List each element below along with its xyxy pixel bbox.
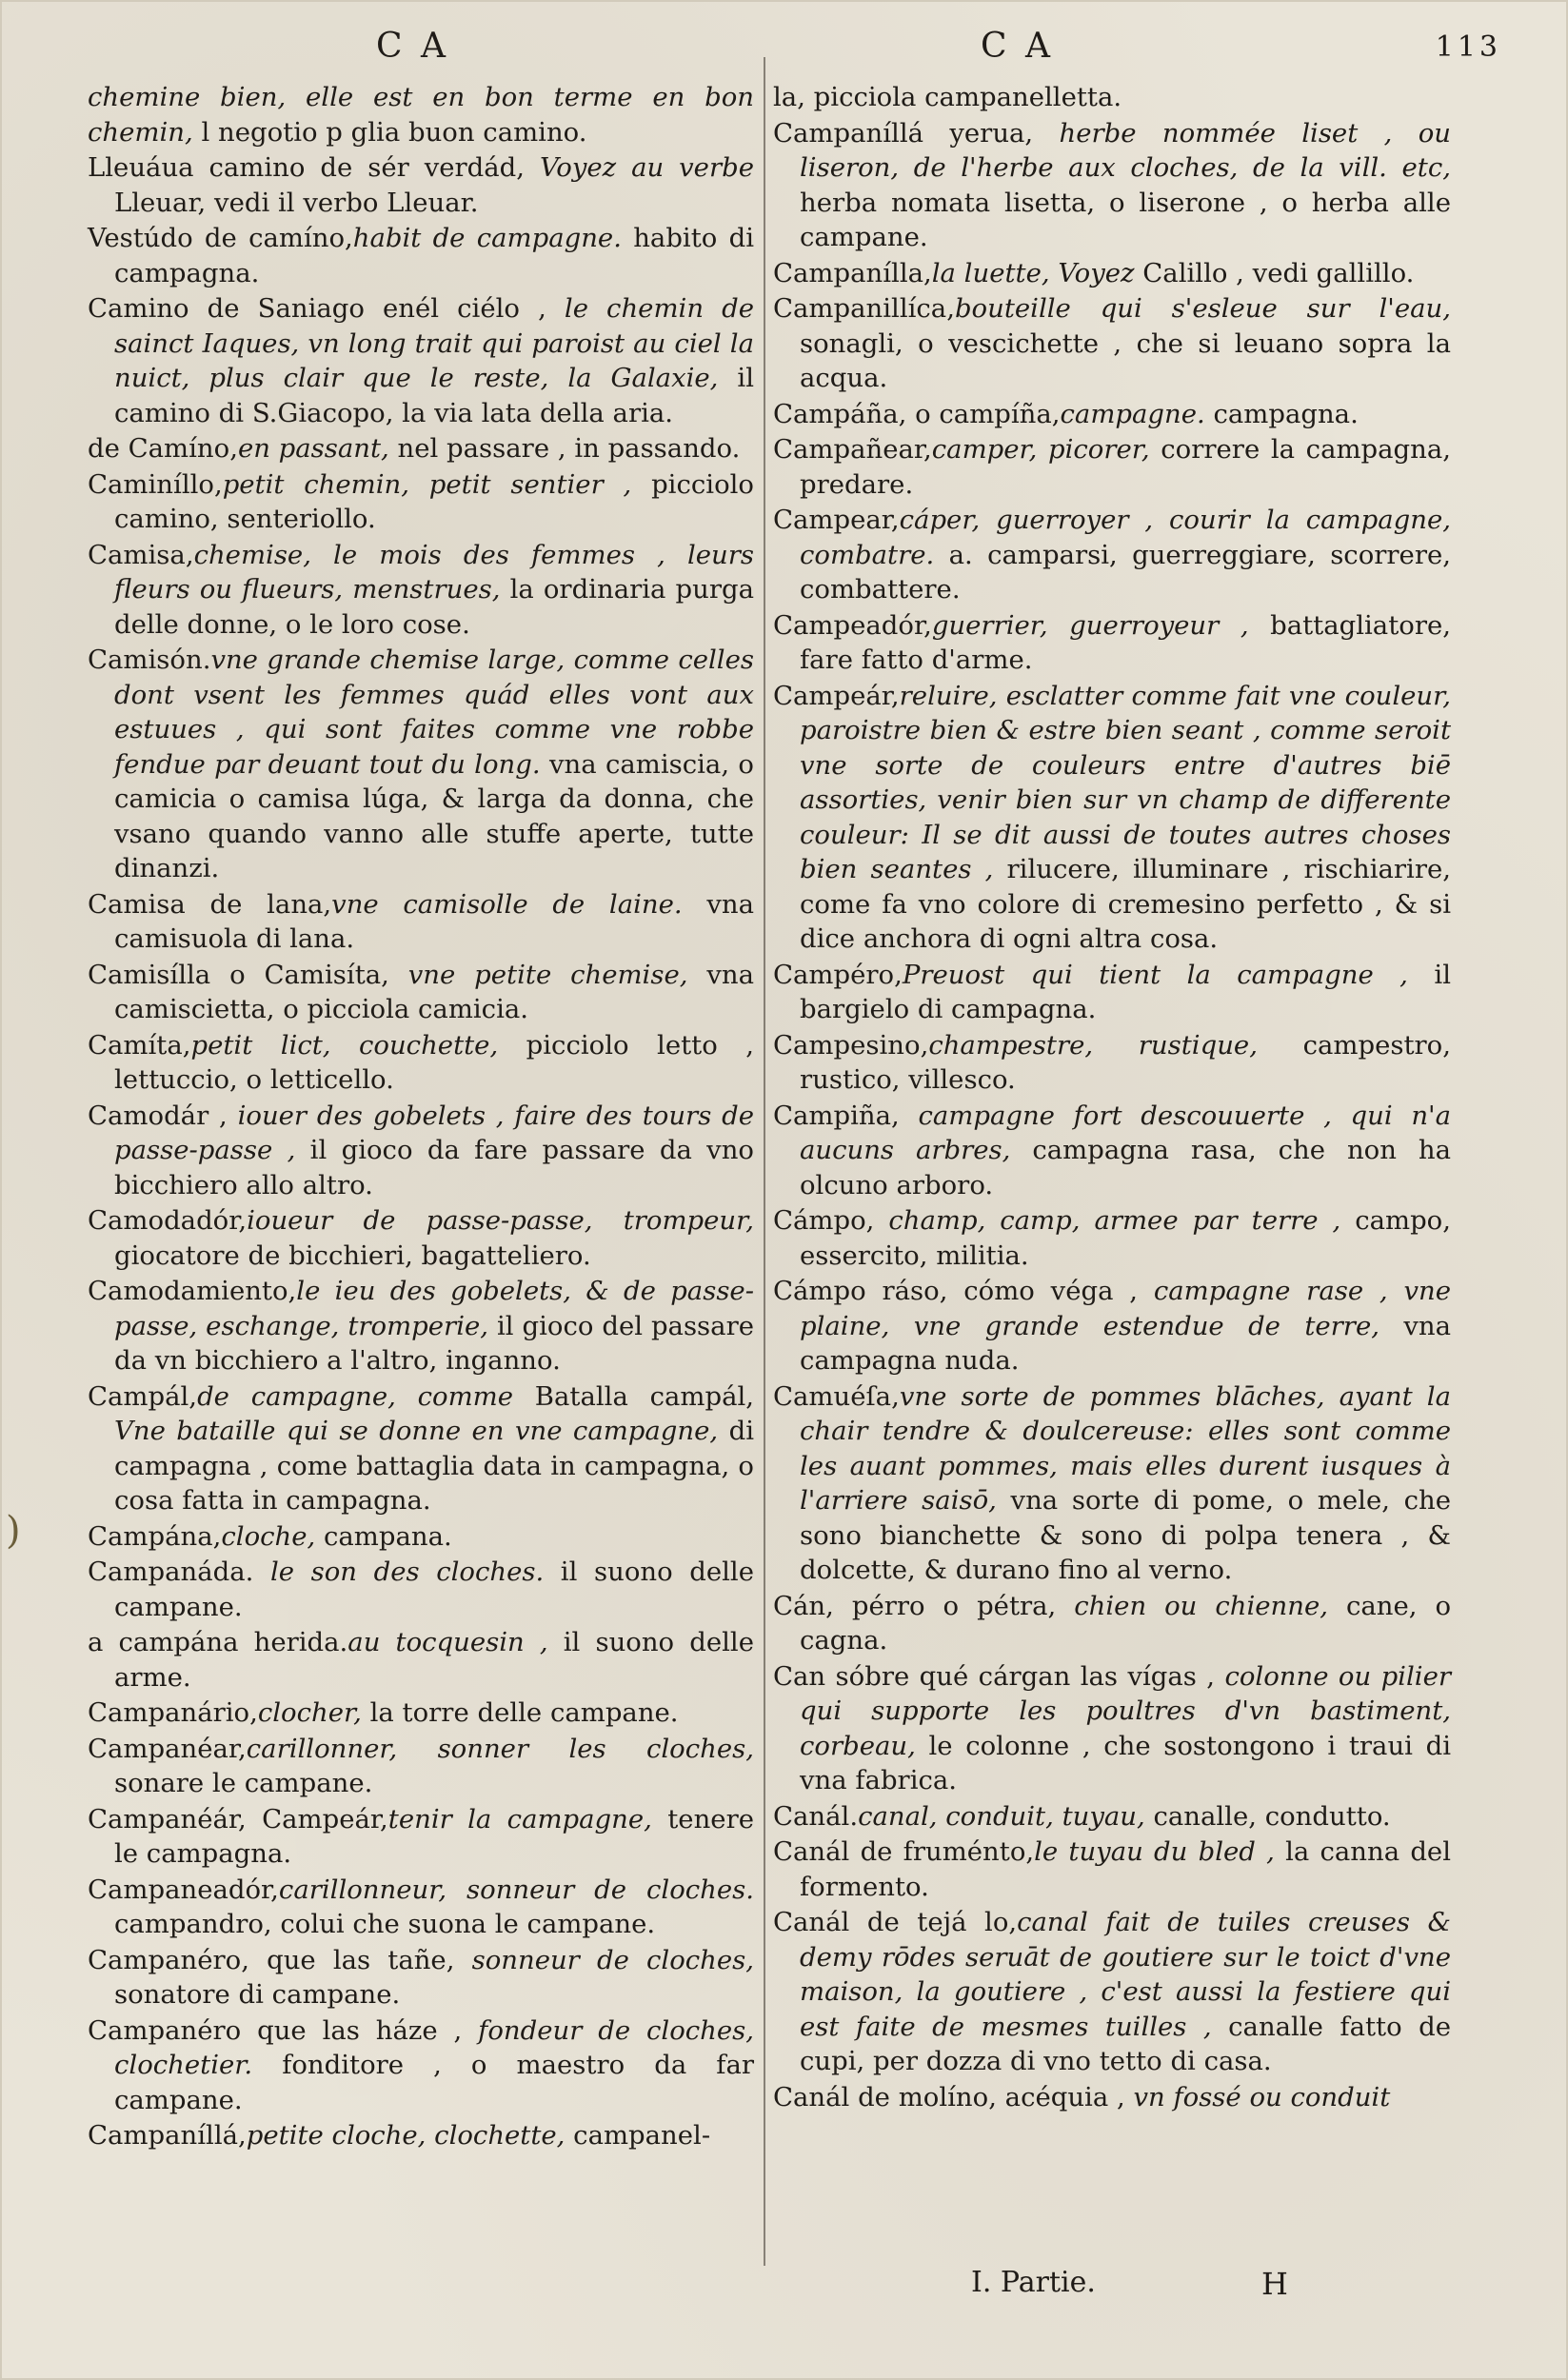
french-gloss: cloche, <box>221 1520 316 1552</box>
italian-gloss: il bargielo di campagna. <box>800 959 1451 1024</box>
dictionary-entry <box>88 958 754 1027</box>
italian-gloss: sonatore di campane. <box>114 1979 401 2010</box>
italian-gloss: sonagli, o vescichette , che si leuano sopra la acqua. <box>800 327 1451 393</box>
french-gloss: chemise, le mois des femmes , leurs fleurs ou flueurs, menstrues, <box>114 539 754 605</box>
dictionary-entry <box>773 291 1451 396</box>
italian-gloss: la torre delle campane. <box>361 1697 679 1728</box>
italian-gloss: l negotio p glia buon camino. <box>192 116 587 148</box>
french-gloss: Preuost qui tient la campagne , <box>902 959 1408 990</box>
running-head-left: C A <box>376 27 449 66</box>
italian-gloss: il gioco del passare da vn bicchiero a l'altro, inganno. <box>114 1310 754 1376</box>
italian-gloss: vna camiscietta, o picciola camicia. <box>114 959 754 1024</box>
french-gloss: clocher, <box>257 1697 362 1728</box>
entry-headword: Canál de tejá lo, <box>773 1907 1018 1937</box>
dictionary-entry <box>88 1379 754 1518</box>
french-gloss: camper, picorer, <box>931 434 1150 465</box>
french-gloss: sonneur de cloches, <box>454 1944 754 1975</box>
entry-headword: Camodár , <box>88 1100 228 1131</box>
french-gloss: fondeur de cloches, clochetier. <box>114 2014 755 2080</box>
italian-gloss: rilucere, illuminare , rischiarire, come fa vno colore di cremesino perfetto , & si dice anchora di ogni altra cosa. <box>800 854 1451 954</box>
left-column <box>88 80 754 2228</box>
italian-gloss: Calillo , vedi gallillo. <box>1134 257 1415 288</box>
entry-headword: Camisón. <box>88 645 211 675</box>
french-gloss: en passant, <box>237 433 389 464</box>
entry-headword: Campanéro, que las tañe, <box>88 1944 455 1975</box>
entry-headword: Camisa, <box>88 539 194 570</box>
running-head-right: C A <box>981 27 1054 66</box>
french-gloss: champ, camp, armee par terre , <box>874 1205 1341 1236</box>
dictionary-entry <box>773 958 1451 1027</box>
entry-headword: Campanéar, <box>88 1733 247 1764</box>
french-gloss: tenir la campagne, <box>387 1803 652 1835</box>
dictionary-entry <box>88 1203 754 1273</box>
entry-headword: Campear, <box>773 505 900 535</box>
dictionary-entry <box>88 1625 754 1695</box>
entry-headword: Campanillíca, <box>773 293 955 324</box>
entry-headword: de Camíno, <box>88 433 238 464</box>
entry-headword: Camuéſa, <box>773 1380 900 1412</box>
italian-gloss: vna campagna nuda. <box>800 1310 1451 1376</box>
italian-gloss: herba nomata lisetta, o liserone , o herba alle campane. <box>800 187 1451 252</box>
french-gloss: vn fossé ou conduit <box>1124 2081 1391 2112</box>
entry-headword: Camisílla o Camisíta, <box>88 959 389 990</box>
french-gloss: petit lict, couchette, <box>190 1029 499 1061</box>
italian-gloss: fonditore , o maestro da far campane. <box>114 2050 754 2115</box>
italian-gloss: campagna. <box>1204 398 1359 429</box>
entry-headword: Lleuáua camino de sér verdád, <box>88 152 525 183</box>
dictionary-entry <box>88 1943 754 2013</box>
french-gloss: carillonner, sonner les cloches, <box>246 1733 754 1764</box>
french-gloss: le tuyau du bled , <box>1034 1836 1275 1867</box>
italian-gloss: giocatore de bicchieri, bagatteliero. <box>114 1240 591 1271</box>
dictionary-entry <box>88 221 754 290</box>
entry-headword: Canál. <box>773 1800 859 1832</box>
french-gloss: carillonneur, sonneur de cloches. <box>278 1874 754 1905</box>
running-head <box>0 27 1568 72</box>
dictionary-entry <box>88 1099 754 1203</box>
entry-headword: Canál de fruménto, <box>773 1836 1035 1867</box>
dictionary-entry <box>773 80 1451 115</box>
french-gloss: canal fait de tuiles creuses & demy rōdes seruāt de goutiere sur le toict d'vne maison, la goutiere , c'est aussi la festiere qui est faite de mesmes tuilles , <box>800 1907 1451 2042</box>
italian-gloss: correre la campagna, predare. <box>800 434 1451 500</box>
dictionary-entry <box>773 1028 1451 1098</box>
italian-gloss: di campagna , come battaglia data in campagna, o cosa fatta in campagna. <box>114 1416 754 1516</box>
french-gloss: vne petite chemise, <box>388 959 688 990</box>
dictionary-entry <box>88 643 754 886</box>
entry-headword: Cámpo ráso, cómo véga , <box>773 1276 1139 1306</box>
french-gloss: petit chemin, petit sentier , <box>222 468 632 500</box>
dictionary-entry <box>88 1802 754 1872</box>
dictionary-entry <box>88 887 754 957</box>
italian-gloss: le colonne , che sostongono i traui di vna fabrica. <box>800 1730 1451 1795</box>
entry-headword: Campiña, <box>773 1100 900 1131</box>
dictionary-entry <box>773 116 1451 255</box>
french-gloss: au tocquesin , <box>347 1627 548 1657</box>
dictionary-entry <box>88 1028 754 1098</box>
dictionary-entry <box>88 291 754 430</box>
italian-gloss: la ordinaria purga delle donne, o le loro cose. <box>114 574 754 640</box>
dictionary-entry <box>773 432 1451 502</box>
dictionary-entry <box>773 1379 1451 1588</box>
dictionary-entry <box>773 503 1451 607</box>
dictionary-entry <box>88 2118 754 2153</box>
entry-headword: Camino de Saniago enél ciélo , <box>88 293 546 324</box>
column-divider <box>764 57 765 2266</box>
entry-headword: Camíta, <box>88 1029 191 1061</box>
entry-headword: Campál, <box>88 1380 198 1412</box>
italian-gloss: campandro, colui che suona le campane. <box>114 1909 656 1939</box>
dictionary-entry <box>773 2080 1451 2115</box>
dictionary-entry <box>88 1555 754 1624</box>
french-gloss: colonne ou pilier qui supporte les poultres d'vn bastiment, corbeau, <box>800 1660 1451 1761</box>
french-gloss: campagne rase , vne plaine, vne grande estendue de terre, <box>800 1276 1452 1341</box>
dictionary-entry <box>773 1835 1451 1904</box>
french-gloss: la luette, Voyez <box>931 257 1135 288</box>
dictionary-entry <box>773 256 1451 291</box>
french-gloss: canal, conduit, tuyau, <box>858 1800 1145 1832</box>
french-gloss: reluire, esclatter comme fait vne couleur, paroistre bien & estre bien seant , comme seroit vne sorte de couleurs entre d'autres biē assorties, venir bien sur vn champ de differente couleur: Il se dit aussi de toutes autres choses bien seantes , <box>800 680 1451 884</box>
french-gloss: chien ou chienne, <box>1056 1590 1328 1621</box>
entry-headword: Campeadór, <box>773 609 932 641</box>
french-gloss: Vne bataille qui se donne en vne campagne, <box>114 1416 719 1446</box>
italian-gloss: canalle, condutto. <box>1144 1800 1391 1832</box>
italian-gloss: a. camparsi, guerreggiare, scorrere, combattere. <box>800 539 1451 605</box>
french-gloss: campagne. <box>1060 398 1205 429</box>
dictionary-entry <box>773 1659 1451 1798</box>
entry-headword: Camodadór, <box>88 1205 248 1236</box>
french-gloss: le chemin de sainct Iaques, vn long trait qui paroist au ciel la nuict, plus clair que le reste, la Galaxie, <box>114 293 754 393</box>
dictionary-entry <box>88 1696 754 1731</box>
entry-headword: Campaníllá yerua, <box>773 117 1034 149</box>
dictionary-entry <box>88 1873 754 1942</box>
entry-headword: Campáña, o campíña, <box>773 398 1061 429</box>
entry-headword: Campesino, <box>773 1029 929 1061</box>
french-gloss: herbe nommée liset , ou liseron, de l'herbe aux cloches, de la vill. etc, <box>800 117 1451 183</box>
entry-headword: Campanéár, Campeár, <box>88 1803 388 1835</box>
french-gloss: vne grande chemise large, comme celles dont vsent les femmes quád elles vont aux estuues , qui sont faites comme vne robbe fendue par deuant tout du long. <box>114 645 754 780</box>
french-gloss: le ieu des gobelets, & de passe-passe, eschange, tromperie, <box>114 1276 754 1341</box>
italian-gloss: canalle fatto de cupi, per dozza di vno tetto di casa. <box>800 2011 1451 2076</box>
entry-headword: Campéro, <box>773 959 903 990</box>
italian-gloss: campagna rasa, che non ha olcuno arboro. <box>800 1135 1451 1200</box>
dictionary-entry <box>773 1589 1451 1658</box>
french-gloss: vne camisolle de laine. <box>331 888 683 920</box>
entry-headword: Campañear, <box>773 434 932 465</box>
italian-gloss: campanel- <box>565 2120 711 2151</box>
italian-gloss: Lleuar, vedi il verbo Lleuar. <box>114 187 479 218</box>
dictionary-entry <box>773 679 1451 957</box>
italian-gloss: campo, essercito, militia. <box>800 1205 1451 1271</box>
dictionary-entry <box>773 608 1451 678</box>
french-gloss: le son des cloches. <box>253 1557 545 1587</box>
french-gloss: iouer des gobelets , faire des tours de passe-passe , <box>114 1100 755 1165</box>
italian-gloss: Batalla campál, <box>513 1380 754 1412</box>
dictionary-entry <box>773 1099 1451 1203</box>
italian-gloss: la canna del formento. <box>800 1836 1451 1902</box>
entry-headword: Caminíllo, <box>88 468 223 500</box>
italian-gloss: vna sorte di pome, o mele, che sono bianchette & sono di polpa tenera , & dolcette, & durano fino al verno. <box>800 1485 1451 1585</box>
entry-headword: Campána, <box>88 1520 222 1552</box>
italian-gloss: cane, o cagna. <box>800 1590 1451 1656</box>
part-label: I. Partie. <box>971 2266 1096 2299</box>
dictionary-entry <box>773 1799 1451 1835</box>
italian-gloss: la, picciola campanelletta. <box>773 82 1122 112</box>
italian-gloss: habito di campagna. <box>114 223 754 288</box>
french-gloss: chemine bien, elle est en bon terme en bon chemin, <box>88 82 754 148</box>
dictionary-entry <box>88 431 754 466</box>
french-gloss: bouteille qui s'esleue sur l'eau, <box>954 293 1451 324</box>
entry-headword: Canál de molíno, acéquia , <box>773 2081 1125 2112</box>
entry-headword: Camisa de lana, <box>88 888 332 920</box>
page-footer <box>0 2266 1568 2304</box>
dictionary-entry <box>88 467 754 537</box>
italian-gloss: battagliatore, fare fatto d'arme. <box>800 609 1451 675</box>
italian-gloss: tenere le campagna. <box>114 1803 754 1869</box>
french-gloss: cáper, guerroyer , courir la campagne, combatre. <box>800 505 1451 570</box>
right-column <box>773 80 1451 2228</box>
italian-gloss: vna camiscia, o camicia o camisa lúga, & larga da donna, che vsano quando vanno alle stuffe aperte, tutte dinanzi. <box>114 748 754 883</box>
entry-headword: Campaneadór, <box>88 1874 279 1905</box>
french-gloss: vne sorte de pommes blāches, ayant la chair tendre & doulcereuse: elles sont comme les auant pommes, mais elles durent iusques à l'arriere saisō, <box>800 1380 1451 1516</box>
signature-mark: H <box>1261 2266 1288 2302</box>
french-gloss: de campagne, comme <box>197 1380 514 1412</box>
italian-gloss: vna camisuola di lana. <box>114 888 754 954</box>
page-number: 113 <box>1435 30 1501 64</box>
french-gloss: champestre, rustique, <box>928 1029 1258 1061</box>
entry-headword: Cán, pérro o pétra, <box>773 1590 1057 1621</box>
italian-gloss: il suono delle arme. <box>114 1627 754 1693</box>
italian-gloss: campana. <box>315 1520 452 1552</box>
entry-headword: Vestúdo de camíno, <box>88 223 353 253</box>
dictionary-entry <box>773 1905 1451 2079</box>
dictionary-entry <box>88 1732 754 1801</box>
dictionary-entry <box>773 1274 1451 1378</box>
french-gloss: petite cloche, clochette, <box>246 2120 566 2151</box>
dictionary-entry <box>88 2013 754 2118</box>
italian-gloss: nel passare , in passando. <box>388 433 741 464</box>
dictionary-entry <box>88 80 754 149</box>
entry-headword: Campanáda. <box>88 1557 254 1587</box>
entry-headword: Campeár, <box>773 680 900 711</box>
italian-gloss: il suono delle campane. <box>114 1557 754 1622</box>
french-gloss: habit de campagne. <box>352 223 622 253</box>
margin-mark: ) <box>6 1509 21 1553</box>
italian-gloss: campestro, rustico, villesco. <box>800 1029 1451 1095</box>
french-gloss: campagne fort descouuerte , qui n'a aucuns arbres, <box>800 1100 1451 1165</box>
dictionary-entry <box>88 1519 754 1555</box>
entry-headword: Camodamiento, <box>88 1276 297 1306</box>
dictionary-entry <box>88 538 754 643</box>
french-gloss: ioueur de passe-passe, trompeur, <box>247 1205 754 1236</box>
entry-headword: Cámpo, <box>773 1205 875 1236</box>
french-gloss: guerrier, guerroyeur , <box>931 609 1249 641</box>
italian-gloss: picciolo camino, senteriollo. <box>114 468 754 534</box>
french-gloss: Voyez au verbe <box>525 152 754 183</box>
dictionary-entry <box>773 397 1451 432</box>
italian-gloss: il gioco da fare passare da vno bicchiero allo altro. <box>114 1135 754 1200</box>
italian-gloss: il camino di S.Giacopo, la via lata della aria. <box>114 363 754 428</box>
entry-headword: a campána herida. <box>88 1627 348 1657</box>
dictionary-entry <box>773 1203 1451 1273</box>
italian-gloss: picciolo letto , lettuccio, o letticello. <box>114 1029 754 1095</box>
entry-headword: Campanéro que las háze , <box>88 2014 463 2046</box>
entry-headword: Campanário, <box>88 1697 258 1728</box>
dictionary-entry <box>88 150 754 220</box>
entry-headword: Campanílla, <box>773 257 932 288</box>
dictionary-entry <box>88 1274 754 1378</box>
entry-headword: Can sóbre qué cárgan las vígas , <box>773 1660 1216 1692</box>
entry-headword: Campaníllá, <box>88 2120 247 2151</box>
italian-gloss: sonare le campane. <box>114 1768 373 1798</box>
